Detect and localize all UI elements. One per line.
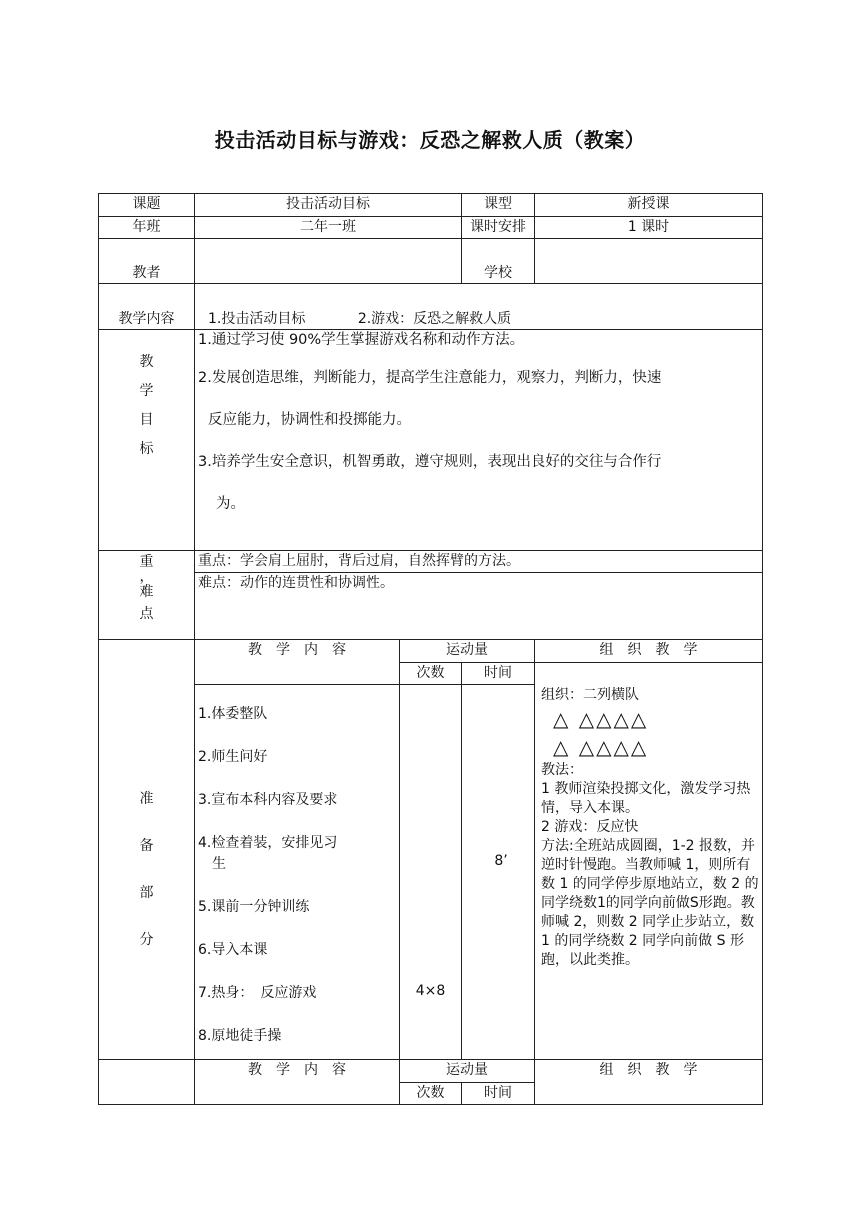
prep-item: 7.热身： 反应游戏 [198, 985, 317, 1001]
prep-col-org: 组 织 教 学 [535, 640, 763, 663]
goals-text [195, 330, 763, 551]
school-value [535, 239, 763, 284]
prep-item: 1.体委整队 [198, 706, 268, 722]
lesson-plan-table [98, 193, 763, 1105]
hours-label: 课时安排 [462, 217, 535, 239]
content-item-2: 2.游戏：反恐之解救人质 [357, 311, 512, 327]
type-value: 新授课 [535, 194, 763, 217]
footer-col-load: 运动量 [400, 1060, 535, 1083]
footer-col-org: 组 织 教 学 [535, 1060, 763, 1105]
class-label: 年班 [99, 217, 195, 239]
goal-1: 1.通过学习使 90%学生掌握游戏名称和动作方法。 [198, 332, 525, 348]
page-title: 投击活动目标与游戏：反恐之解救人质（教案） [214, 128, 646, 152]
prep-times-value: 4×8 [415, 983, 446, 999]
prep-col-time: 时间 [462, 663, 535, 685]
keypoints-label-char: ， [139, 569, 154, 585]
difficulty-point: 难点：动作的连贯性和协调性。 [195, 573, 763, 640]
prep-items [195, 685, 400, 1060]
row-teacher [99, 239, 763, 284]
goal-3b: 为。 [216, 496, 245, 512]
prep-item: 2.师生问好 [198, 749, 268, 765]
row-prep-header [99, 640, 763, 663]
row-difficulty [99, 573, 763, 640]
footer-blank [99, 1060, 195, 1105]
keypoints-label [99, 551, 195, 640]
prep-item: 5.课前一分钟训练 [198, 899, 310, 915]
course-value: 投击活动目标 [195, 194, 462, 217]
prep-item: 6.导入本课 [198, 942, 268, 958]
goals-label-char: 学 [139, 383, 154, 399]
footer-col-content: 教 学 内 容 [195, 1060, 400, 1105]
key-point: 重点：学会肩上屈肘，背后过肩，自然挥臂的方法。 [195, 551, 763, 573]
keypoints-label-char: 重 [139, 554, 154, 570]
content-item-1: 1.投击活动目标 [208, 311, 306, 327]
goals-label-char: 目 [139, 412, 154, 428]
row-class [99, 217, 763, 239]
prep-item: 8.原地徒手操 [198, 1028, 282, 1044]
prep-item: 生 [212, 856, 226, 872]
org-method-2: 2 游戏：反应快 [541, 819, 639, 835]
prep-item: 3.宣布本科内容及要求 [198, 792, 338, 808]
prep-col-load: 运动量 [400, 640, 535, 663]
goal-2a: 2.发展创造思维，判断能力，提高学生注意能力，观察力，判断力，快速 [198, 370, 662, 386]
prep-item: 4.检查着装，安排见习 [198, 835, 338, 851]
row-key-point [99, 551, 763, 573]
type-label: 课型 [462, 194, 535, 217]
org-method-1: 1 教师渲染投掷文化，激发学习热情，导入本课。 [541, 781, 751, 816]
org-method-label: 教法： [541, 762, 583, 778]
prep-col-times: 次数 [400, 663, 462, 685]
triangle-formation-row-2: △ △△△△ [553, 735, 649, 759]
school-label: 学校 [462, 239, 535, 284]
row-course [99, 194, 763, 217]
goals-label [99, 330, 195, 551]
goals-label-char: 标 [139, 441, 154, 457]
teacher-label: 教者 [99, 239, 195, 284]
org-formation: 组织：二列横队 [541, 687, 639, 703]
prep-col-content: 教 学 内 容 [195, 640, 400, 685]
prep-label-char: 备 [139, 837, 154, 854]
footer-col-time: 时间 [462, 1083, 535, 1105]
prep-org-blank [535, 663, 763, 685]
prep-time-value: 8’ [494, 853, 508, 869]
row-goals [99, 330, 763, 551]
content-label: 教学内容 [99, 284, 195, 330]
footer-col-times: 次数 [400, 1083, 462, 1105]
prep-times-cell [400, 685, 462, 1060]
row-prep-body [99, 685, 763, 1060]
hours-value: 1 课时 [535, 217, 763, 239]
prep-label [99, 640, 195, 1060]
prep-label-char: 准 [139, 790, 154, 807]
prep-time-cell [462, 685, 535, 1060]
goal-2b: 反应能力，协调性和投掷能力。 [208, 412, 411, 428]
row-footer-header [99, 1060, 763, 1083]
keypoints-label-char: 点 [139, 606, 154, 622]
goals-label-char: 教 [139, 354, 154, 370]
prep-label-char: 分 [139, 931, 154, 948]
prep-label-char: 部 [139, 884, 154, 901]
teacher-value [195, 239, 462, 284]
triangle-formation-row-1: △ △△△△ [553, 707, 649, 731]
content-items [195, 284, 763, 330]
row-content [99, 284, 763, 330]
org-method-3: 方法:全班站成圆圈，1-2 报数，并逆时针慢跑。当教师喊 1，则所有数 1 的同学停步原地站立，数 2 的同学绕数1的同学向前做S形跑。教师喊 2，则数 2 同学止步站立，数 1 的同学绕数 2 同学向前做 S 形跑，以此类推。 [541, 838, 759, 968]
class-value: 二年一班 [195, 217, 462, 239]
prep-org-cell [535, 685, 763, 1060]
course-label: 课题 [99, 194, 195, 217]
goal-3a: 3.培养学生安全意识，机智勇敢，遵守规则，表现出良好的交往与合作行 [198, 454, 662, 470]
keypoints-label-char: 难 [139, 584, 154, 600]
